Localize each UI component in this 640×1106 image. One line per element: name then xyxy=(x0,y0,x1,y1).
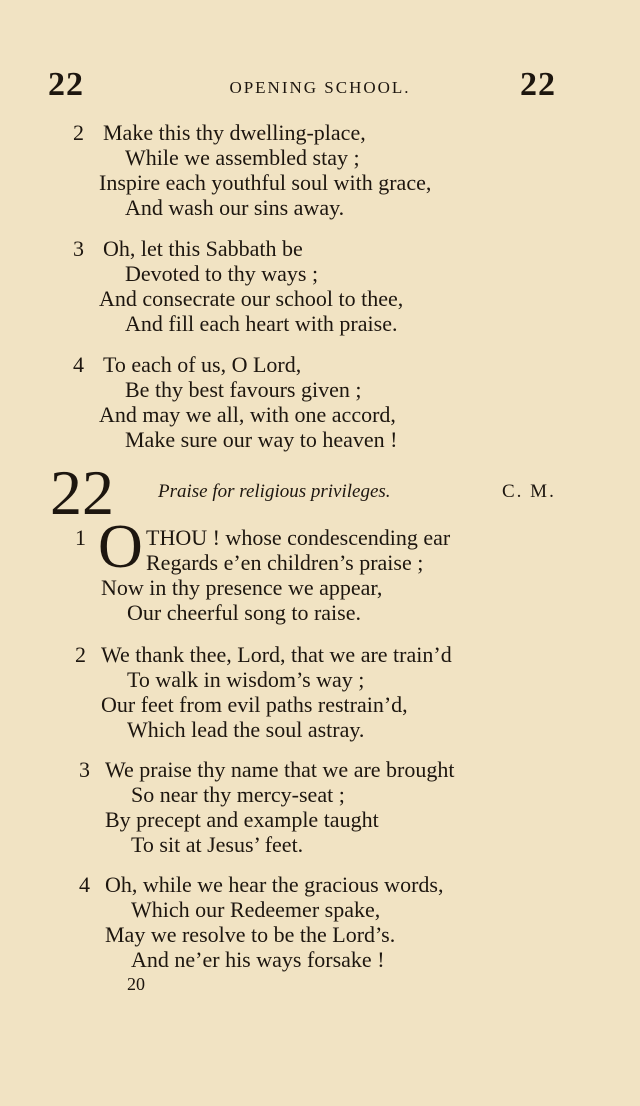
verse-line: And may we all, with one accord, xyxy=(99,402,396,427)
verse-line: Devoted to thy ways ; xyxy=(125,261,319,286)
verse-number: 1 xyxy=(75,525,86,550)
prev-hymn-verse-3 xyxy=(73,236,403,336)
verse-number: 4 xyxy=(79,872,90,897)
drop-cap: O xyxy=(98,513,143,581)
verse-line: Regards e’en children’s praise ; xyxy=(146,550,424,575)
verse-line: We praise thy name that we are brought xyxy=(105,757,455,782)
page-number-right: 22 xyxy=(520,66,556,103)
hymn-verse-2 xyxy=(75,642,452,742)
verse-line: Which lead the soul astray. xyxy=(127,717,365,742)
verse-line: So near thy mercy-seat ; xyxy=(131,782,345,807)
verse-number: 3 xyxy=(73,236,84,261)
hymn-meter: C. M. xyxy=(502,481,556,502)
verse-line: To each of us, O Lord, xyxy=(103,352,302,377)
verse-line: Oh, let this Sabbath be xyxy=(103,236,303,261)
hymn-number: 22 xyxy=(50,457,114,528)
hymn-title: Praise for religious privileges. xyxy=(158,481,391,502)
verse-line: Our cheerful song to raise. xyxy=(127,600,361,625)
verse-line: Make sure our way to heaven ! xyxy=(125,427,398,452)
prev-hymn-verse-4 xyxy=(73,352,397,452)
verse-line: Our feet from evil paths restrain’d, xyxy=(101,692,408,717)
verse-line: Oh, while we hear the gracious words, xyxy=(105,872,444,897)
verse-line: And wash our sins away. xyxy=(125,195,345,220)
verse-line: And ne’er his ways forsake ! xyxy=(131,947,385,972)
verse-line: Which our Redeemer spake, xyxy=(131,897,381,922)
verse-line: To walk in wisdom’s way ; xyxy=(127,667,365,692)
verse-line: By precept and example taught xyxy=(105,807,379,832)
page-number-left: 22 xyxy=(48,66,84,103)
verse-number: 2 xyxy=(75,642,86,667)
verse-line: And fill each heart with praise. xyxy=(125,311,398,336)
verse-line: Make this thy dwelling-place, xyxy=(103,120,366,145)
verse-line: We thank thee, Lord, that we are train’d xyxy=(101,642,452,667)
prev-hymn-verse-2 xyxy=(73,120,431,220)
hymn-verse-4 xyxy=(79,872,443,972)
hymn-verse-3 xyxy=(79,757,455,857)
verse-number: 2 xyxy=(73,120,84,145)
verse-line: And consecrate our school to thee, xyxy=(99,286,404,311)
verse-line: Be thy best favours given ; xyxy=(125,377,362,402)
hymn-verse-1 xyxy=(75,525,450,625)
verse-number: 3 xyxy=(79,757,90,782)
verse-line: Inspire each youthful soul with grace, xyxy=(99,170,432,195)
verse-line: May we resolve to be the Lord’s. xyxy=(105,922,396,947)
signature-mark: 20 xyxy=(127,974,145,994)
verse-line: While we assembled stay ; xyxy=(125,145,360,170)
verse-number: 4 xyxy=(73,352,84,377)
verse-line: THOU ! whose condescending ear xyxy=(146,525,451,550)
verse-line: Now in thy presence we appear, xyxy=(101,575,383,600)
running-title: OPENING SCHOOL. xyxy=(229,78,411,97)
verse-line: To sit at Jesus’ feet. xyxy=(131,832,304,857)
